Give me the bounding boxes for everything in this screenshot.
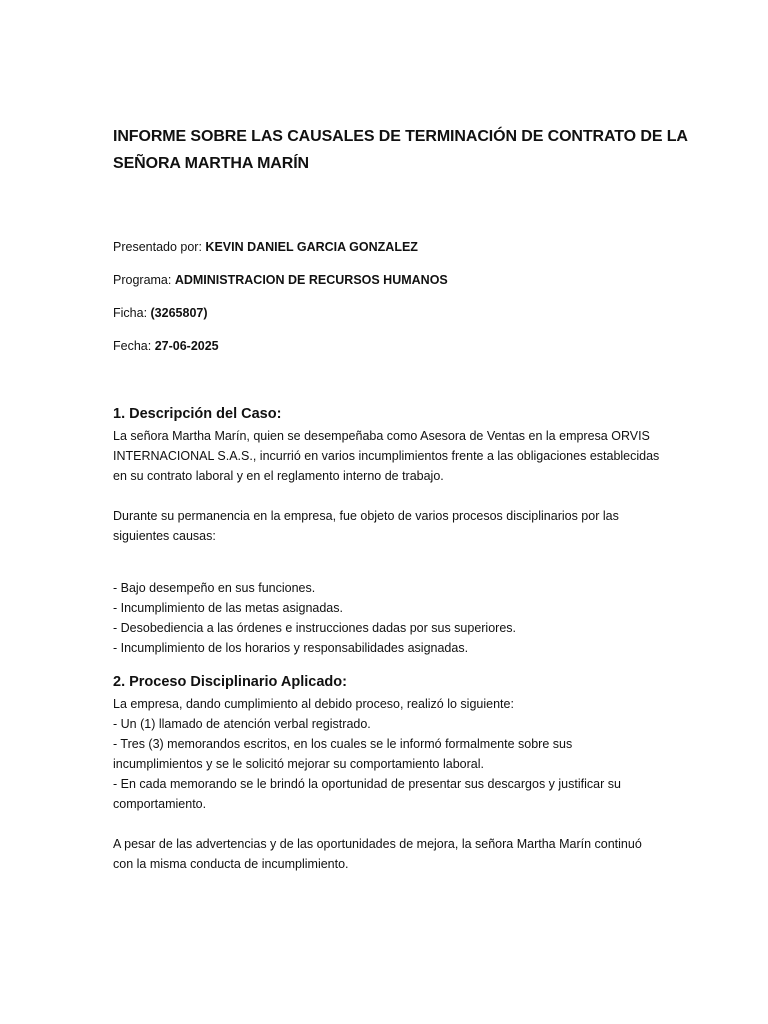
- program: [113, 272, 448, 288]
- date-label: Fecha:: [113, 339, 155, 353]
- ficha-value: (3265807): [150, 306, 208, 320]
- list-item: - Tres (3) memorandos escritos, en los cuales se le informó formalmente sobre sus: [113, 737, 573, 751]
- presented-by-label: Presentado por:: [113, 240, 206, 254]
- section-1-heading: 1. Descripción del Caso:: [113, 406, 282, 422]
- list-item: - Bajo desempeño en sus funciones.: [113, 581, 316, 595]
- program-value: ADMINISTRACION DE RECURSOS HUMANOS: [174, 273, 448, 287]
- paragraph-line: en su contrato laboral y en el reglamento interno de trabajo.: [113, 469, 444, 483]
- paragraph-line: La empresa, dando cumplimiento al debido proceso, realizó lo siguiente:: [113, 697, 514, 711]
- causes-list: [113, 578, 673, 658]
- list-item: - Incumplimiento de las metas asignadas.: [113, 601, 343, 615]
- document-title: [113, 123, 688, 177]
- section-2-paragraph-2: [113, 834, 673, 874]
- section-1-paragraph-1: [113, 426, 673, 486]
- list-item: - Desobediencia a las órdenes e instrucciones dadas por sus superiores.: [113, 621, 517, 635]
- section-2-paragraph-1: [113, 694, 673, 814]
- paragraph-line: incumplimientos y se le solicitó mejorar su comportamiento laboral.: [113, 757, 484, 771]
- title-line-1: INFORME SOBRE LAS CAUSALES DE TERMINACIÓN DE CONTRATO DE LA: [113, 128, 688, 145]
- presented-by: [113, 239, 418, 255]
- list-item: - Incumplimiento de los horarios y responsabilidades asignadas.: [113, 641, 469, 655]
- paragraph-line: Durante su permanencia en la empresa, fue objeto de varios procesos disciplinarios por las: [113, 509, 619, 523]
- paragraph-line: A pesar de las advertencias y de las oportunidades de mejora, la señora Martha Marín continuó: [113, 837, 642, 851]
- date: [113, 338, 219, 354]
- list-item: - Un (1) llamado de atención verbal registrado.: [113, 717, 371, 731]
- paragraph-line: con la misma conducta de incumplimiento.: [113, 857, 349, 871]
- date-value: 27-06-2025: [154, 339, 219, 353]
- section-2-heading: 2. Proceso Disciplinario Aplicado:: [113, 674, 347, 690]
- presented-by-value: KEVIN DANIEL GARCIA GONZALEZ: [205, 240, 418, 254]
- paragraph-line: comportamiento.: [113, 797, 207, 811]
- list-item: - En cada memorando se le brindó la oportunidad de presentar sus descargos y justificar su: [113, 777, 621, 791]
- title-line-2: SEÑORA MARTHA MARÍN: [113, 155, 310, 172]
- program-label: Programa:: [113, 273, 175, 287]
- paragraph-line: La señora Martha Marín, quien se desempeñaba como Asesora de Ventas en la empresa ORVIS: [113, 429, 650, 443]
- section-1-paragraph-2: [113, 506, 673, 546]
- paragraph-line: siguientes causas:: [113, 529, 216, 543]
- ficha: [113, 305, 208, 321]
- paragraph-line: INTERNACIONAL S.A.S., incurrió en varios incumplimientos frente a las obligaciones establecidas: [113, 449, 660, 463]
- ficha-label: Ficha:: [113, 306, 151, 320]
